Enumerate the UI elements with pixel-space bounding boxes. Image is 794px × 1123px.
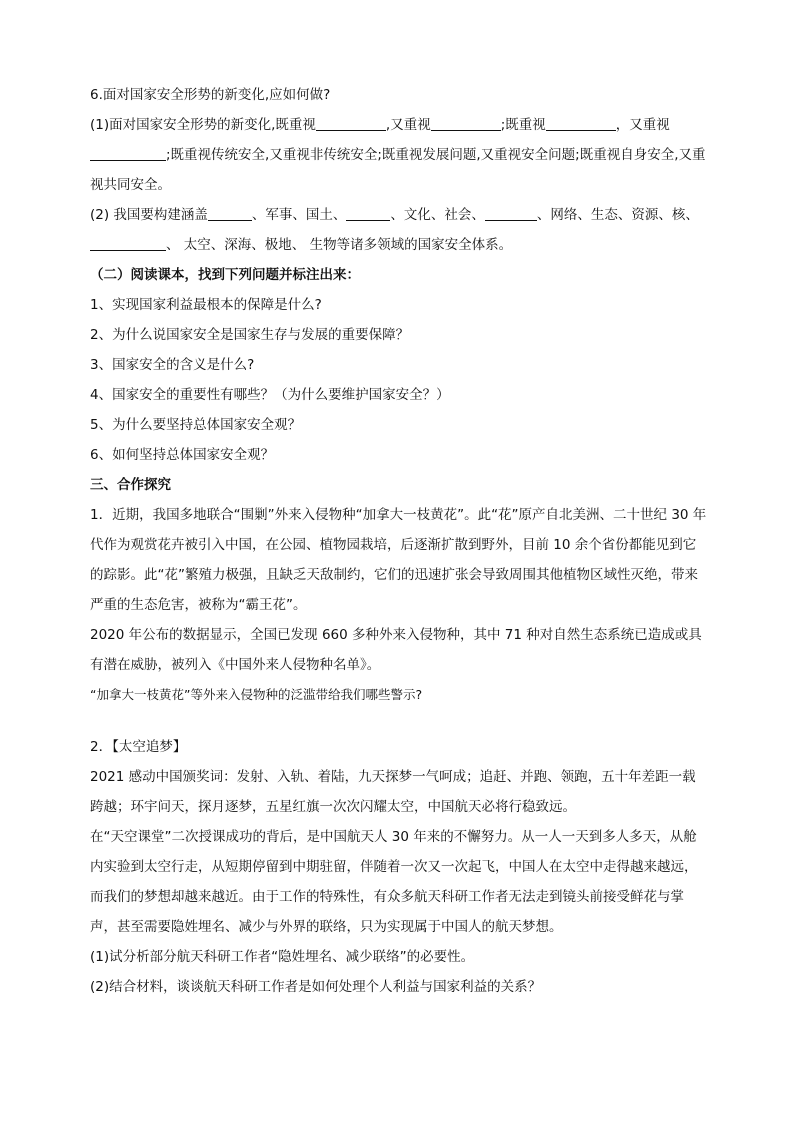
item2-material: 在“天空课堂”二次授课成功的背后，是中国航天人 30 年来的不懈努力。从一人一天到多人多天，从舱内实验到太空行走，从短期停留到中期驻留，伴随着一次又一次起飞，中国人在太空中走得越来越远，而我们的梦想却越来越近。由于工作的特殊性，有众多航天科研工作者无法走到镜头前接受鲜花与掌声，甚至需要隐姓埋名、减少与外界的联络，只为实现属于中国人的航天梦想。	[90, 829, 698, 935]
section2-question: 2、为什么说国家安全是国家生存与发展的重要保障？	[90, 327, 410, 343]
section3-heading: 三、合作探究	[90, 477, 171, 493]
q6-part2-text-e: 、 太空、深海、极地、 生物等诸多领域的国家安全体系。	[166, 237, 513, 253]
section2-question: 4、国家安全的重要性有哪些？（为什么要维护国家安全？）	[90, 387, 450, 403]
q6-title: 6.面对国家安全形势的新变化,应如何做?	[90, 87, 331, 103]
answer-blank[interactable]	[546, 116, 616, 131]
q6-part2-text-c: 、文化、社会、	[390, 207, 485, 223]
q6-part2	[90, 200, 708, 260]
item2-title: 2．【太空追梦】	[90, 739, 187, 755]
q6-part2-text-d: 、网络、生态、资源、核、	[536, 207, 699, 223]
q6-part1	[90, 110, 708, 200]
section2-question: 3、国家安全的含义是什么?	[90, 357, 255, 373]
q6-part1-text-d: ，又重视	[615, 117, 670, 133]
section2-question: 6、如何坚持总体国家安全观？	[90, 447, 275, 463]
q6-part2-text-b: 、军事、国土、	[251, 207, 347, 223]
item1-data-paragraph: 2020 年公布的数据显示，全国已发现 660 多种外来入侵物种，其中 71 种对自然生态系统已造成或具有潜在威胁，被列入《中国外来人侵物种名单》。	[90, 627, 702, 673]
item1-question: “加拿大一枝黄花”等外来入侵物种的泛滥带给我们哪些警示?	[90, 687, 423, 702]
answer-blank[interactable]	[485, 206, 537, 221]
q6-part1-text-a: (1)面对国家安全形势的新变化,既重视	[90, 117, 316, 133]
section2-question: 1、实现国家利益最根本的保障是什么?	[90, 297, 322, 313]
item2-question-1: (1)试分析部分航天科研工作者“隐姓埋名、减少联络”的必要性。	[90, 949, 475, 965]
document-page	[90, 80, 708, 1002]
answer-blank[interactable]	[208, 206, 252, 221]
answer-blank[interactable]	[90, 146, 166, 161]
section2-heading: （二）阅读课本，找到下列问题并标注出来：	[90, 267, 360, 283]
answer-blank[interactable]	[346, 206, 390, 221]
item2-question-2: (2)结合材料，谈谈航天科研工作者是如何处理个人利益与国家利益的关系？	[90, 979, 542, 995]
q6-part1-text-e: ;既重视传统安全,又重视非传统安全;既重视发展问题,又重视安全问题;既重视自身安全,又重视共同安全。	[90, 147, 706, 193]
section2-question: 5、为什么要坚持总体国家安全观？	[90, 417, 302, 433]
answer-space	[90, 710, 708, 732]
answer-blank[interactable]	[431, 116, 501, 131]
item2-award-citation: 2021 感动中国颁奖词：发射、入轨、着陆，九天探梦一气呵成；追赶、并跑、领跑，五十年差距一载跨越；环宇问天，探月逐梦，五星红旗一次次闪耀太空，中国航天必将行稳致远。	[90, 769, 696, 815]
q6-part1-text-c: ;既重视	[500, 117, 546, 133]
item1-paragraph: 1．近期，我国多地联合“围剿”外来入侵物种“加拿大一枝黄花”。此“花”原产自北美洲、二十世纪 30 年代作为观赏花卉被引入中国，在公园、植物园栽培，后逐渐扩散到野外，目前 10 余个省份都能见到它的踪影。此“花”繁殖力极强，且缺乏天敌制约，它们的迅速扩张会导致周围其他植物区域性灭绝，带来严重的生态危害，被称为“霸王花”。	[90, 507, 707, 613]
q6-part1-text-b: ,又重视	[385, 117, 431, 133]
answer-blank[interactable]	[316, 116, 386, 131]
q6-part2-text-a: (2) 我国要构建涵盖	[90, 207, 208, 223]
answer-blank[interactable]	[90, 236, 166, 251]
